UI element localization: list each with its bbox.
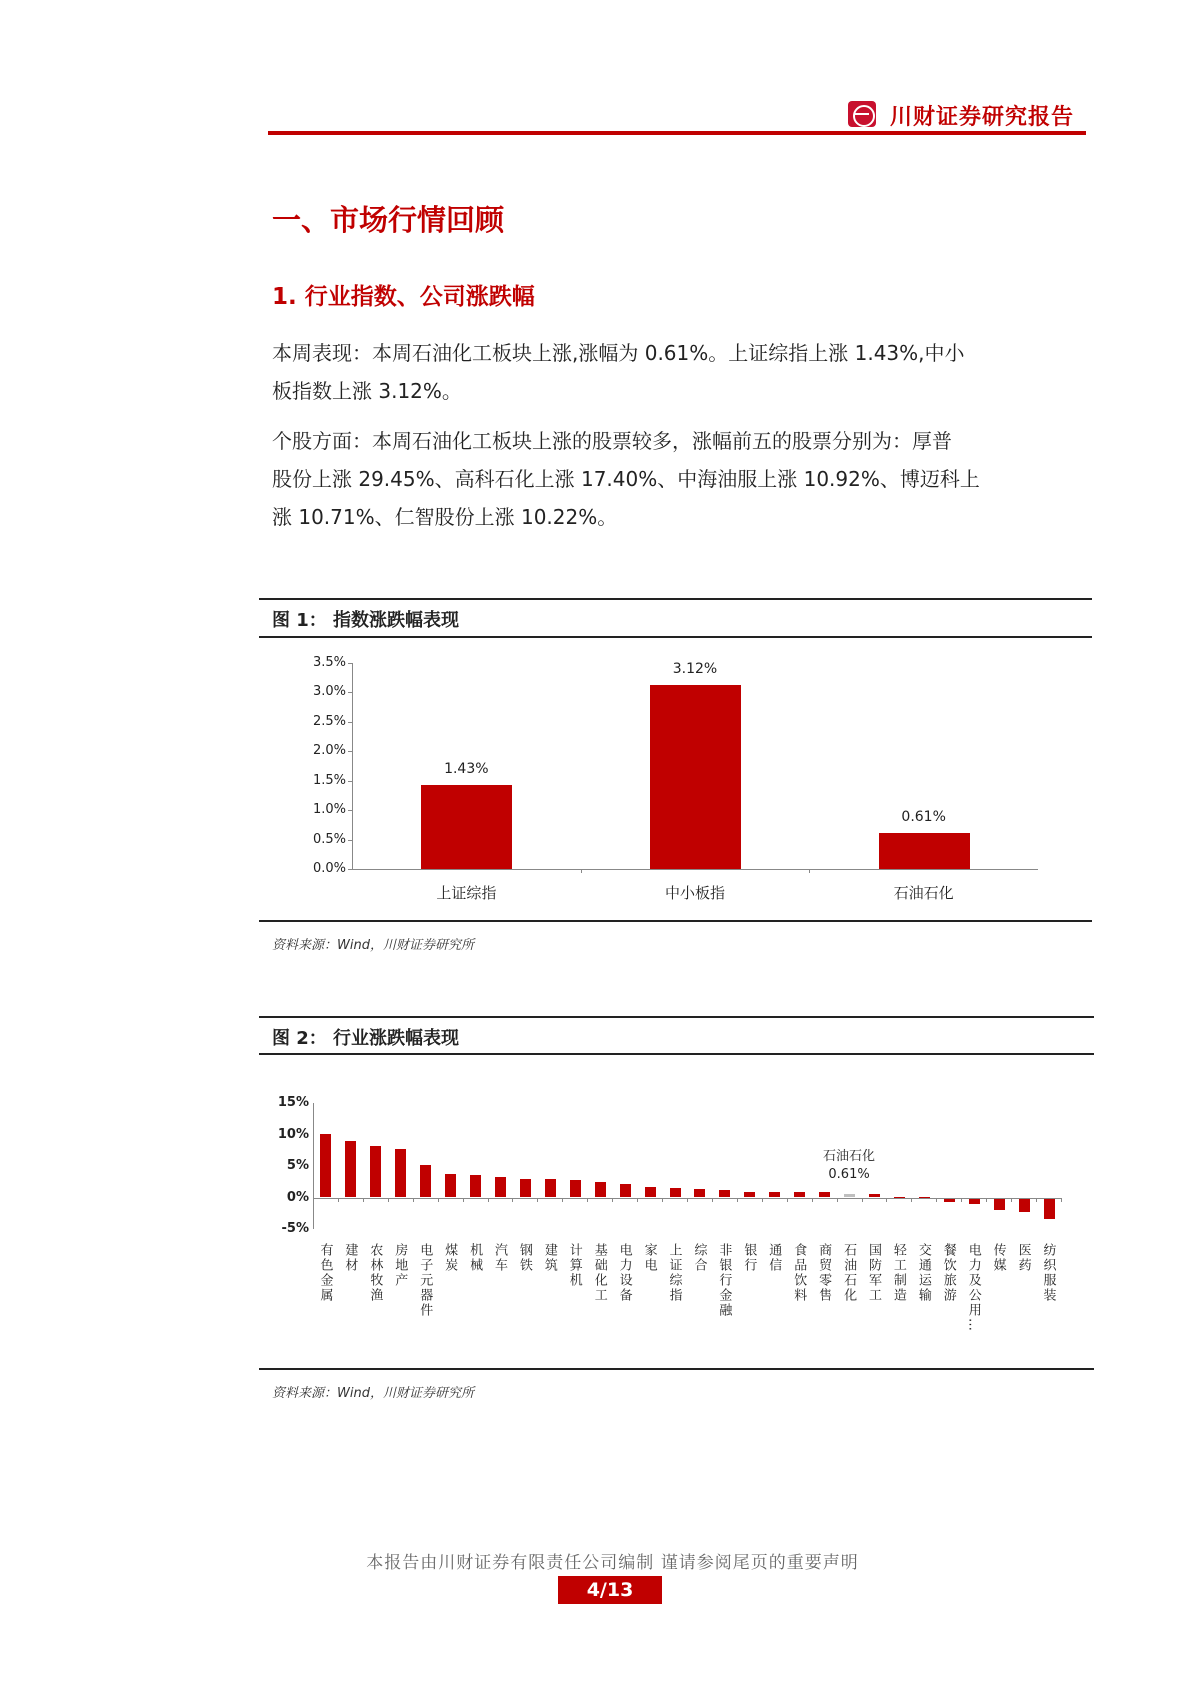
category-label: 通信 bbox=[766, 1243, 782, 1273]
text-line: 本周表现：本周石油化工板块上涨,涨幅为 0.61%。上证综指上涨 1.43%,中小 bbox=[272, 341, 965, 365]
brand-logo-icon bbox=[848, 101, 876, 127]
bar bbox=[869, 1194, 880, 1198]
y-tick bbox=[348, 751, 352, 752]
y-tick-label: -5% bbox=[281, 1221, 309, 1236]
bar bbox=[320, 1134, 331, 1198]
y-tick bbox=[348, 869, 352, 870]
bar bbox=[620, 1184, 631, 1198]
y-axis bbox=[352, 663, 353, 869]
y-tick-label: 3.5% bbox=[312, 655, 346, 670]
bar bbox=[919, 1197, 930, 1198]
paragraph-index bbox=[272, 334, 1090, 410]
x-tick bbox=[662, 1198, 663, 1202]
y-tick-label: 0% bbox=[286, 1189, 309, 1205]
y-tick-label: 0.0% bbox=[312, 861, 346, 876]
category-label: 商贸零售 bbox=[816, 1243, 832, 1303]
header-divider bbox=[268, 131, 1086, 135]
category-label: 上证综指 bbox=[436, 884, 497, 902]
bar bbox=[1044, 1199, 1055, 1219]
page-number: 4/13 bbox=[558, 1576, 662, 1604]
bar bbox=[769, 1192, 780, 1197]
category-label: 建材 bbox=[342, 1243, 358, 1273]
subsection-title: 1. 行业指数、公司涨跌幅 bbox=[272, 284, 535, 310]
bar bbox=[445, 1174, 456, 1198]
category-label: 建筑 bbox=[541, 1243, 557, 1273]
category-label: 农林牧渔 bbox=[367, 1243, 383, 1303]
category-label: 电力及公用… bbox=[965, 1243, 981, 1333]
figure-top-rule bbox=[259, 1016, 1094, 1018]
x-tick bbox=[637, 1198, 638, 1202]
figure-title-rule bbox=[259, 636, 1092, 638]
text-line: 个股方面：本周石油化工板块上涨的股票较多，涨幅前五的股票分别为：厚普 bbox=[272, 429, 952, 453]
figure-1-source: 资料来源：Wind，川财证券研究所 bbox=[272, 938, 474, 953]
category-label: 计算机 bbox=[566, 1243, 582, 1288]
bar bbox=[994, 1199, 1005, 1210]
x-tick bbox=[787, 1198, 788, 1202]
figure-bottom-rule bbox=[259, 1368, 1094, 1370]
x-tick bbox=[581, 869, 582, 873]
annotation-value: 0.61% bbox=[828, 1167, 870, 1182]
y-tick-label: 0.5% bbox=[312, 831, 346, 847]
bar bbox=[844, 1194, 855, 1198]
x-tick bbox=[886, 1198, 887, 1202]
y-tick bbox=[348, 810, 352, 811]
bar bbox=[879, 833, 970, 869]
y-tick bbox=[348, 781, 352, 782]
y-tick bbox=[348, 840, 352, 841]
category-label: 国防军工 bbox=[866, 1243, 881, 1303]
y-tick-label: 3.0% bbox=[312, 684, 346, 700]
x-tick bbox=[961, 1198, 962, 1202]
category-label: 银行 bbox=[741, 1243, 757, 1273]
bar bbox=[744, 1192, 755, 1197]
category-label: 综合 bbox=[691, 1243, 707, 1273]
bar bbox=[470, 1175, 481, 1198]
x-tick bbox=[809, 869, 810, 873]
x-tick bbox=[911, 1198, 912, 1202]
category-label: 机械 bbox=[467, 1243, 483, 1273]
bar bbox=[345, 1141, 356, 1198]
bar bbox=[944, 1199, 955, 1202]
bar bbox=[570, 1180, 581, 1197]
y-tick-label: 5% bbox=[286, 1158, 309, 1173]
bar bbox=[395, 1149, 406, 1198]
x-tick bbox=[488, 1198, 489, 1202]
y-tick bbox=[348, 722, 352, 723]
bar bbox=[645, 1187, 656, 1198]
category-label: 煤炭 bbox=[442, 1243, 458, 1273]
bar bbox=[420, 1165, 431, 1197]
bar bbox=[421, 785, 512, 869]
category-label: 石油石化 bbox=[841, 1243, 857, 1303]
annotation-label: 石油石化 bbox=[823, 1149, 876, 1164]
category-label: 电子元器件 bbox=[417, 1243, 433, 1318]
x-tick bbox=[687, 1198, 688, 1202]
text-line: 涨 10.71%、仁智股份上涨 10.22%。 bbox=[272, 505, 618, 529]
bar bbox=[520, 1179, 531, 1197]
category-label: 有色金属 bbox=[317, 1243, 333, 1303]
category-label: 餐饮旅游 bbox=[940, 1243, 956, 1303]
category-label: 交通运输 bbox=[915, 1243, 931, 1303]
category-label: 轻工制造 bbox=[890, 1243, 906, 1303]
bar bbox=[370, 1146, 381, 1197]
x-tick bbox=[1061, 1198, 1062, 1202]
bar bbox=[650, 685, 741, 869]
bar bbox=[719, 1190, 730, 1198]
category-label: 医药 bbox=[1015, 1243, 1031, 1273]
category-label: 石油石化 bbox=[893, 884, 954, 902]
category-label: 非银行金融 bbox=[716, 1243, 732, 1318]
figure-bottom-rule bbox=[259, 920, 1092, 922]
y-tick-label: 1.0% bbox=[312, 802, 346, 818]
category-label: 房地产 bbox=[392, 1243, 408, 1288]
data-label: 3.12% bbox=[672, 661, 718, 678]
category-label: 纺织服装 bbox=[1040, 1243, 1056, 1303]
x-tick bbox=[388, 1198, 389, 1202]
category-label: 基础化工 bbox=[591, 1243, 607, 1303]
footer-disclaimer: 本报告由川财证券有限责任公司编制 谨请参阅尾页的重要声明 bbox=[366, 1553, 859, 1573]
category-label: 食品饮料 bbox=[791, 1243, 807, 1303]
x-tick bbox=[413, 1198, 414, 1202]
y-tick bbox=[348, 663, 352, 664]
y-tick-label: 15% bbox=[277, 1095, 309, 1110]
figure-2-title: 图 2： 行业涨跌幅表现 bbox=[272, 1028, 460, 1049]
x-tick bbox=[1036, 1198, 1037, 1202]
x-tick bbox=[587, 1198, 588, 1202]
y-tick-label: 2.5% bbox=[312, 713, 346, 729]
x-tick bbox=[862, 1198, 863, 1202]
x-tick bbox=[463, 1198, 464, 1202]
category-label: 汽车 bbox=[492, 1243, 507, 1273]
bar bbox=[1019, 1199, 1030, 1212]
bar bbox=[595, 1182, 606, 1197]
bar bbox=[495, 1177, 506, 1197]
section-title: 一、市场行情回顾 bbox=[272, 203, 505, 237]
figure-top-rule bbox=[259, 598, 1092, 600]
x-tick bbox=[986, 1198, 987, 1202]
bar bbox=[894, 1197, 905, 1198]
x-axis bbox=[352, 869, 1038, 870]
x-tick bbox=[338, 1198, 339, 1202]
category-label: 上证综指 bbox=[666, 1243, 682, 1303]
paragraph-stocks bbox=[272, 422, 1090, 536]
x-tick bbox=[612, 1198, 613, 1202]
category-label: 钢铁 bbox=[516, 1243, 532, 1273]
category-label: 中小板指 bbox=[664, 884, 725, 902]
figure-1-title: 图 1： 指数涨跌幅表现 bbox=[272, 610, 460, 631]
x-tick bbox=[837, 1198, 838, 1202]
x-tick bbox=[363, 1198, 364, 1202]
x-tick bbox=[512, 1198, 513, 1202]
x-tick bbox=[936, 1198, 937, 1202]
bar bbox=[694, 1189, 705, 1198]
x-tick bbox=[562, 1198, 563, 1202]
x-tick bbox=[712, 1198, 713, 1202]
x-tick bbox=[737, 1198, 738, 1202]
y-tick-label: 10% bbox=[277, 1126, 309, 1142]
category-label: 家电 bbox=[641, 1243, 657, 1273]
text-line: 股份上涨 29.45%、高科石化上涨 17.40%、中海油服上涨 10.92%、博迈科上 bbox=[272, 467, 980, 491]
y-tick-label: 2.0% bbox=[312, 743, 346, 759]
text-line: 板指数上涨 3.12%。 bbox=[272, 379, 462, 403]
data-label: 0.61% bbox=[901, 809, 946, 826]
figure-title-rule bbox=[259, 1053, 1094, 1055]
y-tick bbox=[348, 692, 352, 693]
brand-name: 川财证券研究报告 bbox=[890, 105, 1075, 130]
x-tick bbox=[812, 1198, 813, 1202]
bar bbox=[969, 1199, 980, 1204]
data-label: 1.43% bbox=[444, 760, 489, 777]
category-label: 电力设备 bbox=[616, 1243, 632, 1303]
x-tick bbox=[1011, 1198, 1012, 1202]
bar bbox=[545, 1179, 556, 1197]
figure-2-source: 资料来源：Wind，川财证券研究所 bbox=[272, 1386, 474, 1401]
y-tick-label: 1.5% bbox=[312, 772, 346, 788]
bar bbox=[794, 1192, 805, 1197]
x-tick bbox=[438, 1198, 439, 1202]
y-axis bbox=[313, 1103, 314, 1229]
bar bbox=[819, 1192, 830, 1197]
bar bbox=[670, 1188, 681, 1197]
x-tick bbox=[537, 1198, 538, 1202]
x-tick bbox=[762, 1198, 763, 1202]
category-label: 传媒 bbox=[990, 1243, 1006, 1273]
